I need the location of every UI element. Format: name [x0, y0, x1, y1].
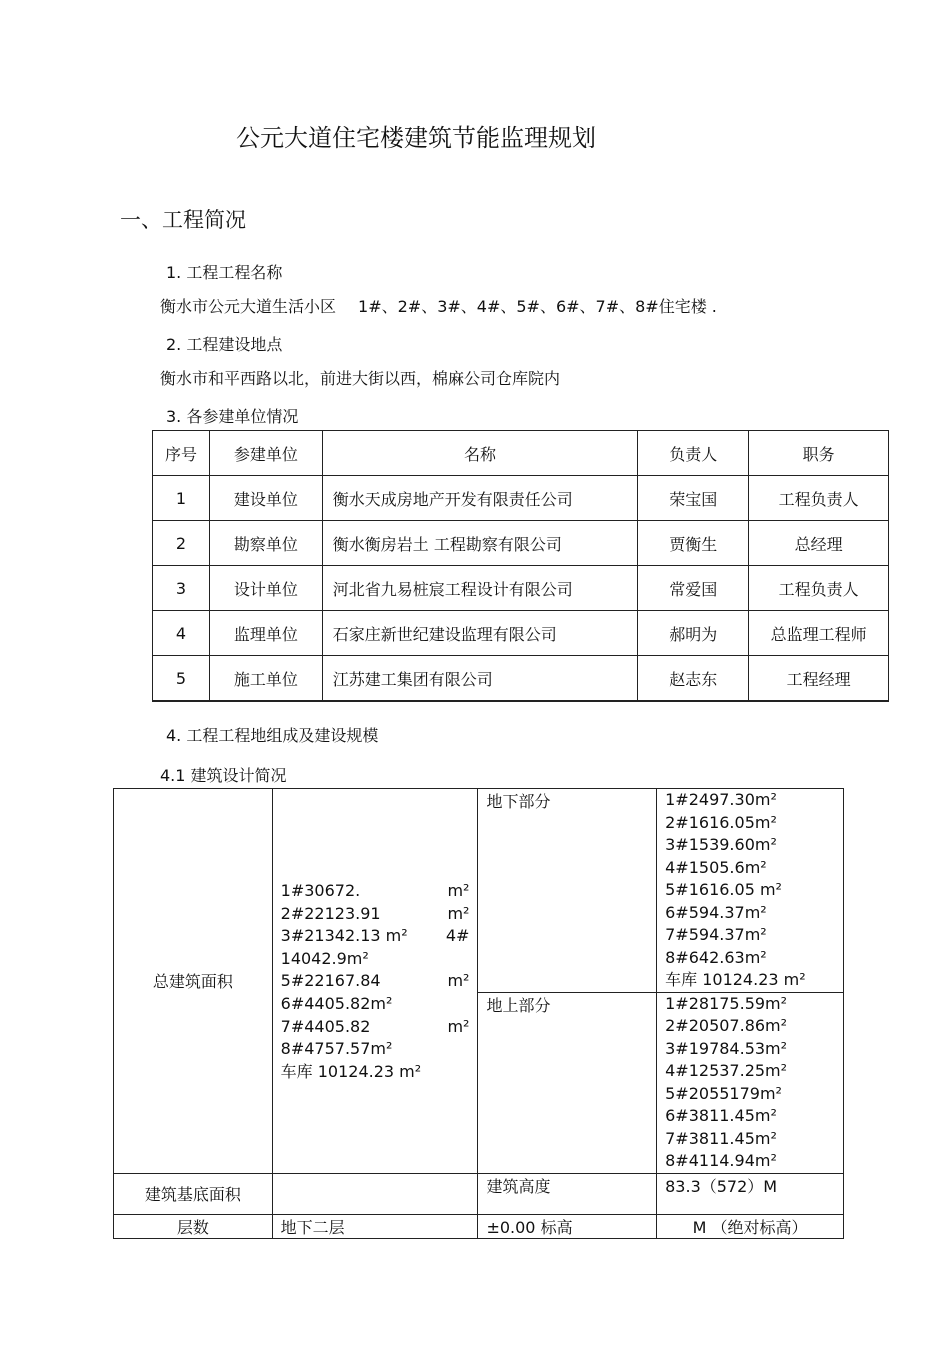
cell-unit-type: 建设单位 — [209, 476, 322, 521]
elevation-label: ±0.00 标高 — [478, 1214, 657, 1238]
header-name: 名称 — [322, 431, 638, 476]
total-area-line-text: 5#22167.84 — [280, 971, 381, 991]
table-header-row — [153, 431, 889, 476]
total-area-line-text: 车库 10124.23 m² — [280, 1061, 422, 1081]
cell-person: 赵志东 — [638, 656, 749, 702]
cell-name: 衡水衡房岩土 工程勘察有限公司 — [322, 521, 638, 566]
building-design-table — [113, 788, 844, 1239]
header-index: 序号 — [153, 431, 210, 476]
total-area-line-unit: m² — [447, 881, 470, 901]
item-1-heading: 1. 工程工程名称 — [166, 263, 283, 282]
underground-value: 4#1505.6m² — [665, 857, 767, 877]
total-area-line — [281, 1061, 470, 1084]
total-area-line-text: 8#4757.57m² — [280, 1039, 393, 1059]
cell-person: 常爱国 — [638, 566, 749, 611]
cell-unit-type: 勘察单位 — [209, 521, 322, 566]
cell-index: 1 — [153, 476, 210, 521]
underground-value: 1#2497.30m² — [665, 790, 777, 809]
item-1-text-b: 1#、2#、3#、4#、5#、6#、7#、8#住宅楼 . — [358, 297, 717, 316]
total-area-line-unit: m² — [447, 903, 470, 923]
total-area-line-text: 7#4405.82 — [280, 1016, 371, 1036]
aboveground-list — [665, 993, 835, 1173]
table-row — [153, 476, 889, 521]
cell-name: 衡水天成房地产开发有限责任公司 — [322, 476, 638, 521]
total-area-line-text: 6#4405.82m² — [280, 994, 393, 1014]
total-area-line — [281, 925, 470, 948]
cell-index: 3 — [153, 566, 210, 611]
height-value: 83.3（572）M — [657, 1173, 844, 1214]
aboveground-value: 3#19784.53m² — [665, 1038, 788, 1058]
total-area-line-text: 14042.9m² — [280, 948, 369, 968]
cell-unit-type: 设计单位 — [209, 566, 322, 611]
total-area-line — [281, 1016, 470, 1039]
aboveground-value: 8#4114.94m² — [665, 1151, 777, 1170]
floors-label: 层数 — [114, 1214, 273, 1238]
total-area-line — [281, 970, 470, 993]
cell-unit-type: 施工单位 — [209, 656, 322, 702]
underground-value: 2#1616.05m² — [665, 812, 777, 832]
table-row-underground — [114, 789, 844, 993]
underground-value: 6#594.37m² — [665, 902, 767, 922]
cell-position: 工程负责人 — [749, 566, 889, 611]
total-area-line-text: 2#22123.91 — [280, 903, 381, 923]
total-area-line — [281, 993, 470, 1016]
item-2-text: 衡水市和平西路以北，前进大街以西，棉麻公司仓库院内 — [160, 369, 561, 388]
item-3-heading: 3. 各参建单位情况 — [166, 407, 299, 426]
total-area-label: 总建筑面积 — [114, 789, 273, 1174]
underground-value: 3#1539.60m² — [665, 835, 777, 854]
total-area-line-text: 1#30672. — [280, 881, 361, 901]
aboveground-value: 2#20507.86m² — [665, 1016, 788, 1035]
aboveground-value: 1#28175.59m² — [665, 993, 788, 1013]
total-area-list — [281, 878, 470, 1083]
elevation-value: M （绝对标高） — [657, 1214, 844, 1238]
total-area-line — [281, 1038, 470, 1061]
cell-name: 石家庄新世纪建设监理有限公司 — [322, 611, 638, 656]
cell-unit-type: 监理单位 — [209, 611, 322, 656]
floors-value: 地下二层 — [272, 1214, 478, 1238]
aboveground-value: 7#3811.45m² — [665, 1128, 777, 1148]
cell-name: 河北省九易桩宸工程设计有限公司 — [322, 566, 638, 611]
underground-value: 车库 10124.23 m² — [665, 970, 806, 989]
total-area-line-unit: m² — [447, 1016, 470, 1036]
item-4-heading: 4. 工程工程地组成及建设规模 — [166, 726, 379, 745]
total-area-line-unit: m² — [447, 971, 470, 991]
header-unit-type: 参建单位 — [209, 431, 322, 476]
item-4-1-heading: 4.1 建筑设计简况 — [160, 766, 287, 785]
total-area-values — [272, 789, 478, 1174]
participating-units-table — [152, 430, 889, 702]
aboveground-value: 5#2055179m² — [665, 1083, 782, 1103]
total-area-line — [281, 880, 470, 903]
total-area-line-unit: 4# — [445, 926, 470, 946]
cell-position: 工程经理 — [749, 656, 889, 702]
cell-index: 5 — [153, 656, 210, 702]
cell-person: 荣宝国 — [638, 476, 749, 521]
section-heading-overview: 一、工程简况 — [120, 208, 246, 232]
aboveground-value: 6#3811.45m² — [665, 1106, 777, 1125]
aboveground-label: 地上部分 — [478, 992, 657, 1173]
header-position: 职务 — [749, 431, 889, 476]
document-title: 公元大道住宅楼建筑节能监理规划 — [236, 124, 596, 152]
table-row — [153, 521, 889, 566]
table-row-floors — [114, 1214, 844, 1238]
aboveground-values — [657, 992, 844, 1173]
table-row — [153, 611, 889, 656]
underground-value: 8#642.63m² — [665, 947, 767, 967]
underground-values — [657, 789, 844, 993]
header-person: 负责人 — [638, 431, 749, 476]
base-area-value — [272, 1173, 478, 1214]
cell-position: 工程负责人 — [749, 476, 889, 521]
cell-position: 总经理 — [749, 521, 889, 566]
cell-person: 郝明为 — [638, 611, 749, 656]
total-area-line — [281, 903, 470, 926]
item-2-heading: 2. 工程建设地点 — [166, 335, 283, 354]
table-row-base-area — [114, 1173, 844, 1214]
item-1-text — [160, 294, 717, 317]
cell-index: 4 — [153, 611, 210, 656]
table-row — [153, 656, 889, 702]
cell-name: 江苏建工集团有限公司 — [322, 656, 638, 702]
cell-index: 2 — [153, 521, 210, 566]
aboveground-value: 4#12537.25m² — [665, 1061, 788, 1080]
height-label: 建筑高度 — [478, 1173, 657, 1214]
underground-value: 7#594.37m² — [665, 925, 767, 944]
underground-list — [665, 789, 835, 992]
total-area-line-text: 3#21342.13 m² — [280, 926, 408, 946]
underground-label: 地下部分 — [478, 789, 657, 993]
table-row — [153, 566, 889, 611]
base-area-label: 建筑基底面积 — [114, 1173, 273, 1214]
total-area-line — [281, 948, 470, 971]
item-1-text-a: 衡水市公元大道生活小区 — [160, 297, 337, 316]
cell-position: 总监理工程师 — [749, 611, 889, 656]
underground-value: 5#1616.05 m² — [665, 880, 782, 899]
cell-person: 贾衡生 — [638, 521, 749, 566]
